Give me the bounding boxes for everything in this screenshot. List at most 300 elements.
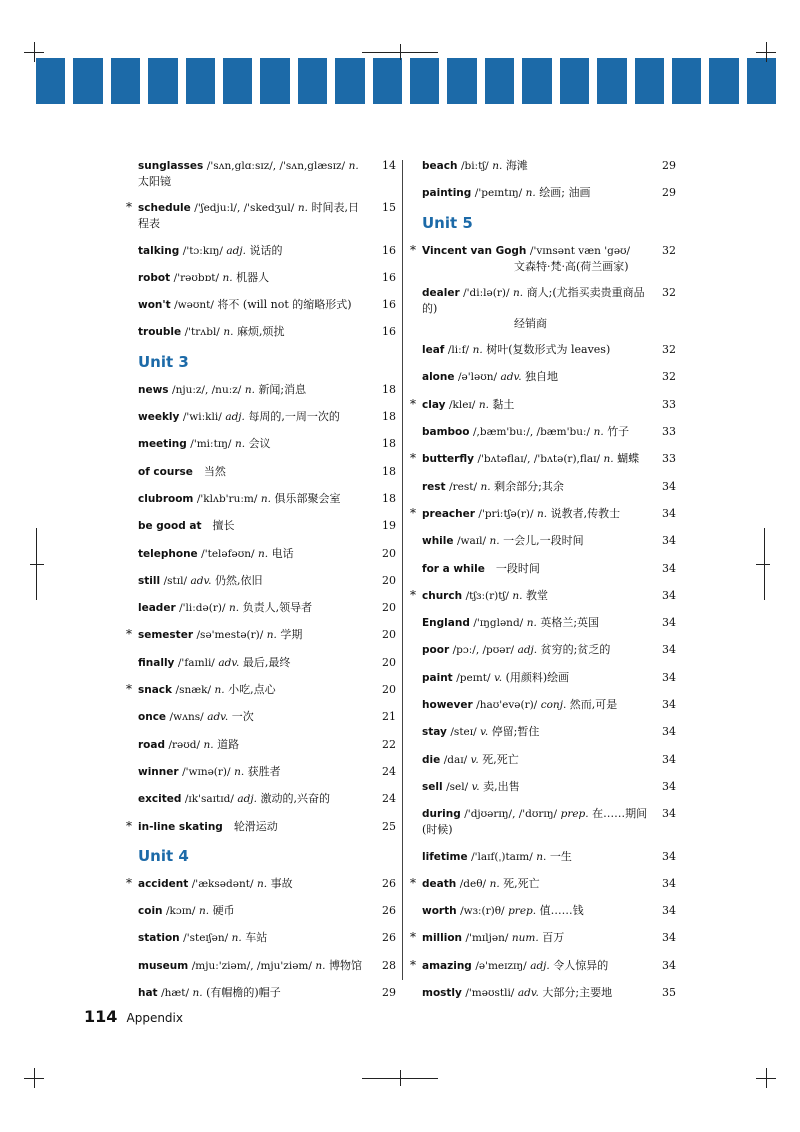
chinese-meaning: 一生	[549, 849, 572, 863]
page-ref: 34	[662, 876, 676, 890]
page-ref: 32	[662, 285, 676, 299]
banner-block	[597, 58, 626, 104]
part-of-speech: n.	[489, 877, 500, 890]
page-ref: 18	[382, 410, 396, 424]
vocab-entry	[124, 958, 396, 974]
vocab-entry	[124, 627, 396, 643]
part-of-speech: v.	[470, 753, 479, 766]
page-ref: 20	[382, 628, 396, 642]
page-ref: 34	[662, 958, 676, 972]
pronunciation: /sel/	[446, 780, 469, 793]
page-ref: 18	[382, 437, 396, 451]
banner-block	[36, 58, 65, 104]
chinese-meaning: 太阳镜	[138, 175, 171, 188]
page-ref: 24	[382, 764, 396, 778]
chinese-meaning: 激动的,兴奋的	[260, 792, 330, 806]
headword: road	[138, 738, 165, 751]
chinese-meaning: 负责人,领导者	[242, 601, 313, 615]
part-of-speech: n.	[244, 383, 255, 396]
headword: meeting	[138, 438, 187, 451]
headword: weekly	[138, 411, 180, 424]
part-of-speech: adj.	[530, 959, 550, 972]
headword: for a while	[422, 562, 485, 575]
vocab-entry	[124, 737, 396, 753]
pronunciation: /steɪ/	[450, 726, 477, 739]
headword: leaf	[422, 344, 445, 357]
headword: however	[422, 699, 473, 712]
headword: winner	[138, 765, 179, 778]
part-of-speech: n.	[260, 492, 271, 505]
part-of-speech: v.	[471, 780, 480, 793]
headword: Vincent van Gogh	[422, 244, 527, 257]
part-of-speech: adj.	[237, 793, 257, 806]
page-ref: 34	[662, 931, 676, 945]
banner-block	[73, 58, 102, 104]
chinese-meaning: 当然	[203, 464, 226, 478]
page-number: 114	[84, 1007, 118, 1026]
chinese-meaning: 学期	[280, 628, 303, 642]
page-ref: 34	[662, 698, 676, 712]
star-icon: *	[126, 200, 132, 215]
pronunciation: /tʃɜː(r)tʃ/	[465, 589, 509, 602]
page-ref: 34	[662, 534, 676, 548]
page-ref: 20	[382, 601, 396, 615]
vocab-entry	[408, 561, 676, 577]
star-icon: *	[410, 587, 416, 602]
vocab-entry	[124, 930, 396, 946]
banner-block	[186, 58, 215, 104]
banner-block	[709, 58, 738, 104]
headword: million	[422, 932, 463, 945]
vocab-column-right	[408, 158, 676, 1012]
part-of-speech: prep.	[508, 905, 537, 918]
page-ref: 34	[662, 779, 676, 793]
unit-heading: Unit 5	[422, 213, 473, 232]
part-of-speech: n.	[231, 932, 242, 945]
chinese-meaning: 独自地	[525, 370, 559, 384]
chinese-meaning: 海滩	[505, 159, 528, 172]
chinese-meaning: 机器人	[236, 270, 270, 284]
part-of-speech: n.	[513, 286, 524, 299]
page-ref: 34	[662, 752, 676, 766]
part-of-speech: adj.	[225, 411, 245, 424]
chinese-meaning: 将不 (will not 的缩略形式)	[217, 298, 352, 312]
part-of-speech: n.	[297, 202, 308, 215]
chinese-meaning: 每周的,一周一次的	[248, 410, 340, 424]
part-of-speech: n.	[266, 629, 277, 642]
chinese-meaning: 最后,最终	[242, 655, 291, 669]
banner-block	[260, 58, 289, 104]
chinese-meaning: 死,死亡	[503, 876, 540, 890]
banner-block	[111, 58, 140, 104]
vocab-entry	[408, 185, 676, 201]
headword: be good at	[138, 520, 202, 533]
pronunciation: /kleɪ/	[448, 398, 476, 411]
star-icon: *	[410, 875, 416, 890]
chinese-meaning: 博物馆	[329, 958, 363, 972]
chinese-meaning: 电话	[271, 546, 294, 560]
chinese-meaning: 获胜者	[247, 764, 281, 778]
chinese-meaning: 贫穷的;贫乏的	[540, 643, 611, 657]
headword: sell	[422, 780, 443, 793]
part-of-speech: num.	[511, 932, 539, 945]
vocab-entry	[124, 819, 396, 835]
headword: museum	[138, 959, 189, 972]
part-of-speech: n.	[512, 589, 523, 602]
headword: England	[422, 617, 470, 630]
pronunciation: /wəʊnt/	[174, 299, 214, 312]
page-ref: 15	[382, 201, 396, 215]
part-of-speech: conj.	[540, 699, 567, 712]
pronunciation: /snæk/	[175, 684, 211, 697]
pronunciation: /'vɪnsənt væn 'gəʊ/	[529, 244, 631, 257]
headword: lifetime	[422, 850, 468, 863]
page-ref: 34	[662, 479, 676, 493]
headword: poor	[422, 644, 450, 657]
headword: semester	[138, 629, 194, 642]
part-of-speech: n.	[472, 344, 483, 357]
crop-mark	[400, 1070, 401, 1086]
headword: worth	[422, 905, 457, 918]
chinese-meaning: 停留;暂住	[491, 725, 540, 739]
headword: butterfly	[422, 453, 474, 466]
chinese-meaning: 一次	[231, 710, 254, 724]
vocab-entry	[124, 297, 396, 313]
vocab-entry	[124, 436, 396, 452]
part-of-speech: n.	[223, 326, 234, 339]
pronunciation: /pɔː/, /pʊər/	[452, 644, 515, 657]
headword: schedule	[138, 202, 191, 215]
unit-heading: Unit 3	[138, 352, 189, 371]
pronunciation: /'ɪŋglənd/	[473, 617, 524, 630]
headword: death	[422, 877, 457, 890]
star-icon: *	[410, 242, 416, 257]
page-ref: 18	[382, 491, 396, 505]
section-label: Appendix	[126, 1011, 183, 1025]
chinese-meaning: 值……钱	[539, 904, 584, 918]
chinese-meaning: 硬币	[212, 904, 235, 918]
chinese-meaning: 蝴蝶	[617, 452, 640, 466]
page-ref: 16	[382, 270, 396, 284]
vocab-entry	[408, 642, 676, 658]
vocab-entry	[124, 243, 396, 259]
page-ref: 34	[662, 670, 676, 684]
vocab-entry	[124, 382, 396, 398]
star-icon: *	[126, 682, 132, 697]
part-of-speech: n.	[234, 765, 245, 778]
part-of-speech: n.	[489, 535, 500, 548]
vocab-entry	[408, 243, 676, 274]
headword: while	[422, 535, 454, 548]
page-ref: 20	[382, 573, 396, 587]
part-of-speech: n.	[256, 877, 268, 890]
vocab-entry	[408, 451, 676, 467]
headword: dealer	[422, 286, 460, 299]
headword: die	[422, 753, 441, 766]
part-of-speech: adv.	[207, 711, 229, 724]
pronunciation: /hæt/	[161, 987, 190, 1000]
chinese-meaning: 小吃,点心	[228, 683, 276, 697]
part-of-speech: n.	[315, 959, 326, 972]
page-ref: 18	[382, 464, 396, 478]
vocab-entry	[408, 876, 676, 892]
part-of-speech: adv.	[190, 574, 212, 587]
page-ref: 20	[382, 655, 396, 669]
headword: accident	[138, 877, 189, 890]
chinese-meaning: 树叶(复数形式为 leaves)	[486, 343, 611, 357]
chinese-meaning: 在……期间(时候)	[422, 807, 648, 837]
chinese-meaning: 轮滑运动	[233, 819, 278, 833]
chinese-meaning: 擅长	[212, 519, 235, 533]
page-ref: 16	[382, 325, 396, 339]
crop-mark	[30, 564, 44, 565]
pronunciation: /ə'meɪzɪŋ/	[475, 959, 527, 972]
vocab-entry	[124, 158, 396, 189]
part-of-speech: v.	[480, 726, 489, 739]
banner-block	[298, 58, 327, 104]
banner-block	[410, 58, 439, 104]
pronunciation: /mjuː'ziəm/, /mju'ziəm/	[191, 959, 312, 972]
chinese-meaning: 会议	[248, 437, 271, 451]
vocab-entry	[408, 424, 676, 440]
page-ref: 28	[382, 958, 396, 972]
part-of-speech: v.	[494, 671, 503, 684]
crop-mark	[766, 42, 767, 62]
headword: robot	[138, 271, 171, 284]
vocab-entry	[124, 546, 396, 562]
chinese-meaning: 说教者,传教士	[550, 506, 621, 520]
vocab-entry	[408, 903, 676, 919]
page-ref: 34	[662, 643, 676, 657]
page-ref: 32	[662, 370, 676, 384]
headword: won't	[138, 299, 171, 312]
star-icon: *	[410, 505, 416, 520]
page-ref: 26	[382, 931, 396, 945]
page-ref: 25	[382, 819, 396, 833]
chinese-meaning: 俱乐部聚会室	[274, 491, 341, 505]
vocab-entry	[408, 615, 676, 631]
page-ref: 16	[382, 298, 396, 312]
chinese-meaning: 卖,出售	[483, 779, 520, 793]
pronunciation: /peɪnt/	[456, 671, 491, 684]
chinese-meaning: 然而,可是	[569, 698, 618, 712]
part-of-speech: adv.	[218, 656, 240, 669]
vocab-entry	[124, 682, 396, 698]
vocab-entry	[408, 752, 676, 768]
headword: excited	[138, 793, 182, 806]
vocab-entry	[408, 342, 676, 358]
page-ref: 16	[382, 243, 396, 257]
pronunciation: /,bæm'buː/, /bæm'buː/	[473, 426, 591, 439]
chinese-meaning: 百万	[542, 931, 565, 945]
headword: in-line skating	[138, 820, 223, 833]
pronunciation: /liːf/	[447, 344, 470, 357]
chinese-meaning: (用颜料)绘画	[505, 670, 570, 684]
vocab-entry	[124, 791, 396, 807]
pronunciation: /'priːtʃə(r)/	[478, 507, 534, 520]
pronunciation: /daɪ/	[443, 753, 468, 766]
headword: during	[422, 808, 461, 821]
part-of-speech: n.	[192, 987, 203, 1000]
crop-mark	[36, 528, 37, 600]
pronunciation: /'faɪnli/	[177, 656, 215, 669]
vocab-entry	[124, 491, 396, 507]
vocab-entry	[124, 709, 396, 725]
star-icon: *	[410, 396, 416, 411]
vocab-entry	[408, 158, 676, 174]
headword: coin	[138, 905, 163, 918]
pronunciation: /'wiːkli/	[182, 411, 222, 424]
page-ref: 34	[662, 849, 676, 863]
chinese-meaning: 事故	[270, 876, 293, 890]
chinese-meaning: 绘画; 油画	[539, 186, 591, 200]
page-ref: 18	[382, 382, 396, 396]
vocab-entry	[124, 200, 396, 231]
chinese-meaning: 大部分;主要地	[542, 986, 613, 1000]
vocab-entry	[124, 518, 396, 534]
page-ref: 21	[382, 710, 396, 724]
part-of-speech: adj.	[517, 644, 538, 657]
headword: amazing	[422, 959, 472, 972]
chinese-meaning: 说话的	[249, 243, 283, 257]
chinese-meaning: 时间表,日程表	[138, 201, 359, 231]
headword: paint	[422, 671, 453, 684]
vocab-entry	[408, 849, 676, 865]
page-ref: 29	[382, 986, 396, 1000]
column-divider	[402, 160, 403, 980]
part-of-speech: prep.	[560, 808, 589, 821]
chinese-meaning-cont: 文森特·梵·高(荷兰画家)	[514, 259, 629, 273]
pronunciation: /'djʊərɪŋ/, /'dʊrɪŋ/	[464, 808, 558, 821]
chinese-meaning: 商人;(尤指买卖贵重商品的)	[422, 285, 645, 315]
chinese-meaning: (有帽檐的)帽子	[206, 986, 281, 1000]
page-ref: 29	[662, 186, 676, 200]
page-ref: 26	[382, 904, 396, 918]
vocab-entry	[408, 930, 676, 946]
headword: rest	[422, 480, 446, 493]
vocab-entry	[408, 670, 676, 686]
headword: preacher	[422, 507, 475, 520]
part-of-speech: n.	[258, 547, 269, 560]
pronunciation: /rəʊd/	[168, 738, 201, 751]
vocab-entry	[124, 876, 396, 892]
pronunciation: /'diːlə(r)/	[463, 286, 510, 299]
star-icon: *	[126, 875, 132, 890]
pronunciation: /'peɪntɪŋ/	[474, 187, 523, 200]
vocab-entry	[124, 464, 396, 480]
chinese-meaning: 英格兰;英国	[540, 616, 600, 630]
vocab-entry	[408, 697, 676, 713]
chinese-meaning: 新闻;消息	[258, 382, 307, 396]
vocab-entry	[408, 506, 676, 522]
part-of-speech: n.	[536, 850, 547, 863]
page-ref: 20	[382, 546, 396, 560]
pronunciation: /waɪl/	[457, 535, 487, 548]
headword: beach	[422, 160, 458, 172]
pronunciation: /haʊ'evə(r)/	[476, 699, 538, 712]
chinese-meaning: 黏土	[492, 397, 515, 411]
headword: clay	[422, 398, 446, 411]
headword: clubroom	[138, 492, 194, 505]
pronunciation: /'trʌbl/	[184, 326, 220, 339]
pronunciation: /ɪk'saɪtɪd/	[184, 793, 234, 806]
pronunciation: /stɪl/	[163, 574, 187, 587]
vocab-entry	[124, 573, 396, 589]
vocab-entry	[124, 409, 396, 425]
pronunciation: /'klʌb'ruːm/	[196, 492, 258, 505]
vocab-entry	[124, 903, 396, 919]
page-ref: 19	[382, 519, 396, 533]
banner-block	[560, 58, 589, 104]
part-of-speech: n.	[526, 617, 537, 630]
crop-mark	[756, 564, 770, 565]
banner-block	[747, 58, 776, 104]
crop-mark	[764, 528, 765, 600]
part-of-speech: n.	[480, 480, 491, 493]
banner-block	[148, 58, 177, 104]
part-of-speech: n.	[603, 453, 614, 466]
headword: finally	[138, 656, 175, 669]
crop-mark	[766, 1068, 767, 1088]
headword: mostly	[422, 987, 462, 1000]
page-ref: 14	[382, 159, 396, 172]
vocab-entry	[124, 764, 396, 780]
headword: telephone	[138, 547, 198, 560]
vocab-entry	[408, 958, 676, 974]
vocab-entry	[124, 985, 396, 1001]
chinese-meaning: 道路	[217, 737, 240, 751]
page-ref: 22	[382, 737, 396, 751]
vocab-entry	[408, 779, 676, 795]
vocab-entry	[408, 533, 676, 549]
headword: alone	[422, 371, 455, 384]
headword: talking	[138, 244, 180, 257]
vocab-entry	[408, 285, 676, 331]
vocab-entry	[408, 724, 676, 740]
headword: of course	[138, 465, 193, 478]
chinese-meaning: 剩余部分;其余	[494, 479, 564, 493]
page-ref: 34	[662, 588, 676, 602]
chinese-meaning: 死,死亡	[482, 752, 519, 766]
vocab-entry	[408, 369, 676, 385]
vocab-entry	[124, 600, 396, 616]
headword: stay	[422, 726, 447, 739]
pronunciation: /njuːz/, /nuːz/	[172, 383, 242, 396]
banner-block	[522, 58, 551, 104]
pronunciation: /'wɪnə(r)/	[182, 765, 231, 778]
banner-block	[447, 58, 476, 104]
pronunciation: /'liːdə(r)/	[179, 602, 226, 615]
part-of-speech: adv.	[517, 987, 539, 1000]
part-of-speech: n.	[348, 160, 359, 172]
chinese-meaning: 麻烦,烦扰	[236, 325, 285, 339]
banner-block	[672, 58, 701, 104]
headword: leader	[138, 602, 176, 615]
banner-block	[485, 58, 514, 104]
header-banner	[36, 58, 776, 104]
vocab-entry	[124, 270, 396, 286]
page-ref: 33	[662, 397, 676, 411]
vocab-entry	[408, 479, 676, 495]
headword: sunglasses	[138, 160, 204, 172]
page-ref: 34	[662, 904, 676, 918]
chinese-meaning: 一段时间	[495, 561, 540, 575]
part-of-speech: n.	[214, 684, 225, 697]
chinese-meaning: 令人惊异的	[553, 958, 609, 972]
part-of-speech: adj.	[226, 244, 246, 257]
chinese-meaning-cont: 经销商	[514, 316, 547, 330]
page-ref: 24	[382, 792, 396, 806]
